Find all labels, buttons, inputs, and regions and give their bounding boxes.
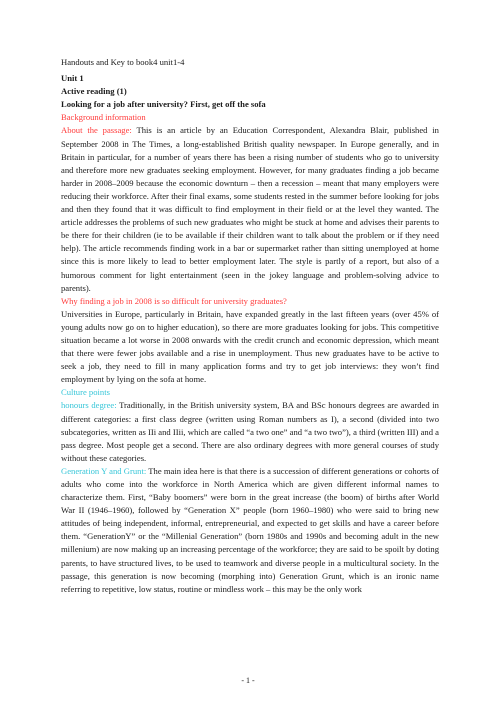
generation-label: Generation Y and Grunt:: [61, 465, 147, 476]
honours-label: honours degree:: [61, 400, 117, 411]
doc-title: Handouts and Key to book4 unit1-4: [61, 57, 185, 67]
background-paragraph: [61, 124, 439, 294]
question-heading: Why finding a job in 2008 is so difficult for university graduates?: [61, 295, 287, 306]
page-number: - 1 -: [241, 676, 255, 685]
unit-heading: Unit 1: [61, 73, 84, 84]
page-content: [61, 56, 439, 596]
honours-text: Traditionally, in the British university system, BA and BSc honours degrees are awarded in different categories: a first class degree (written using Roman numbers as I), a second (divided into two subcategories, written as IIi and IIii, which are called “a two one” and “a two two”), a third (written III) and a pass degree. Most people get a second. There are also ordinary degrees with more general courses of study without these categories.: [61, 400, 439, 463]
article-title: Looking for a job after university? First, get off the sofa: [61, 99, 266, 110]
about-passage-text: This is an article by an Education Correspondent, Alexandra Blair, published in September 2008 in The Times, a long-established British quality newspaper. In Europe generally, and in Britain in particular, for a number of years there has been a rising number of students who go to university and therefore more new graduates seeking employment. However, for many graduates finding a job became harder in 2008–2009 because the economic downturn – then a recession – meant that many employers were reducing their workforce. After their final exams, some students rested in the summer before looking for jobs and then they found that it was difficult to find employment in their field or at the level they wanted. The article addresses the problems of such new graduates who might be stuck at home and advises their parents to be there for their children (ie to be available if their children want to talk about the problem or if they need help). The article recommends finding work in a bar or supermarket rather than sitting unemployed at home since this is more likely to lead to better employment later. The style is partly of a report, but also of a humorous comment for light entertainment (seen in the jokey language and problem-solving advice to parents).: [61, 125, 439, 293]
background-heading: Background information: [61, 112, 146, 123]
honours-paragraph: [61, 399, 439, 464]
about-passage-label: About the passage:: [61, 125, 132, 136]
question-answer: Universities in Europe, particularly in Britain, have expanded greatly in the last fifteen years (over 45% of young adults now go on to higher education), so there are more graduates looking for jobs. This competitive situation became a lot worse in 2008 onwards with the credit crunch and economic depression, which meant that there were fewer jobs available and a rise in unemployment. Thus new graduates have to be active to seek a job, they need to fill in many application forms and try to get job interviews: they won’t find employment by lying on the sofa at home.: [61, 308, 439, 385]
culture-heading: Culture points: [61, 387, 110, 398]
section-heading: Active reading (1): [61, 86, 127, 97]
generation-paragraph: [61, 465, 439, 596]
generation-text: The main idea here is that there is a succession of different generations or cohorts of adults who come into the workforce in North America which are given different informal names to characterize them. First, “Baby boomers” were born in the great increase (the boom) of births after World War II (1946–1960), followed by “Generation X” people (born 1960–1980) who were said to bring new attitudes of being independent, informal, entrepreneurial, and expected to get skills and have a career before them. “GenerationY” or the “Millenial Generation” (born 1980s and 1990s and becoming adult in the new millenium) are now making up an increasing percentage of the workforce; they are said to be spoilt by doting parents, to have structured lives, to be used to teamwork and diverse people in a multicultural society. In the passage, this generation is now becoming (morphing into) Generation Grunt, which is an ironic name referring to repetitive, low status, routine or mindless work – this may be the only work: [61, 465, 439, 594]
